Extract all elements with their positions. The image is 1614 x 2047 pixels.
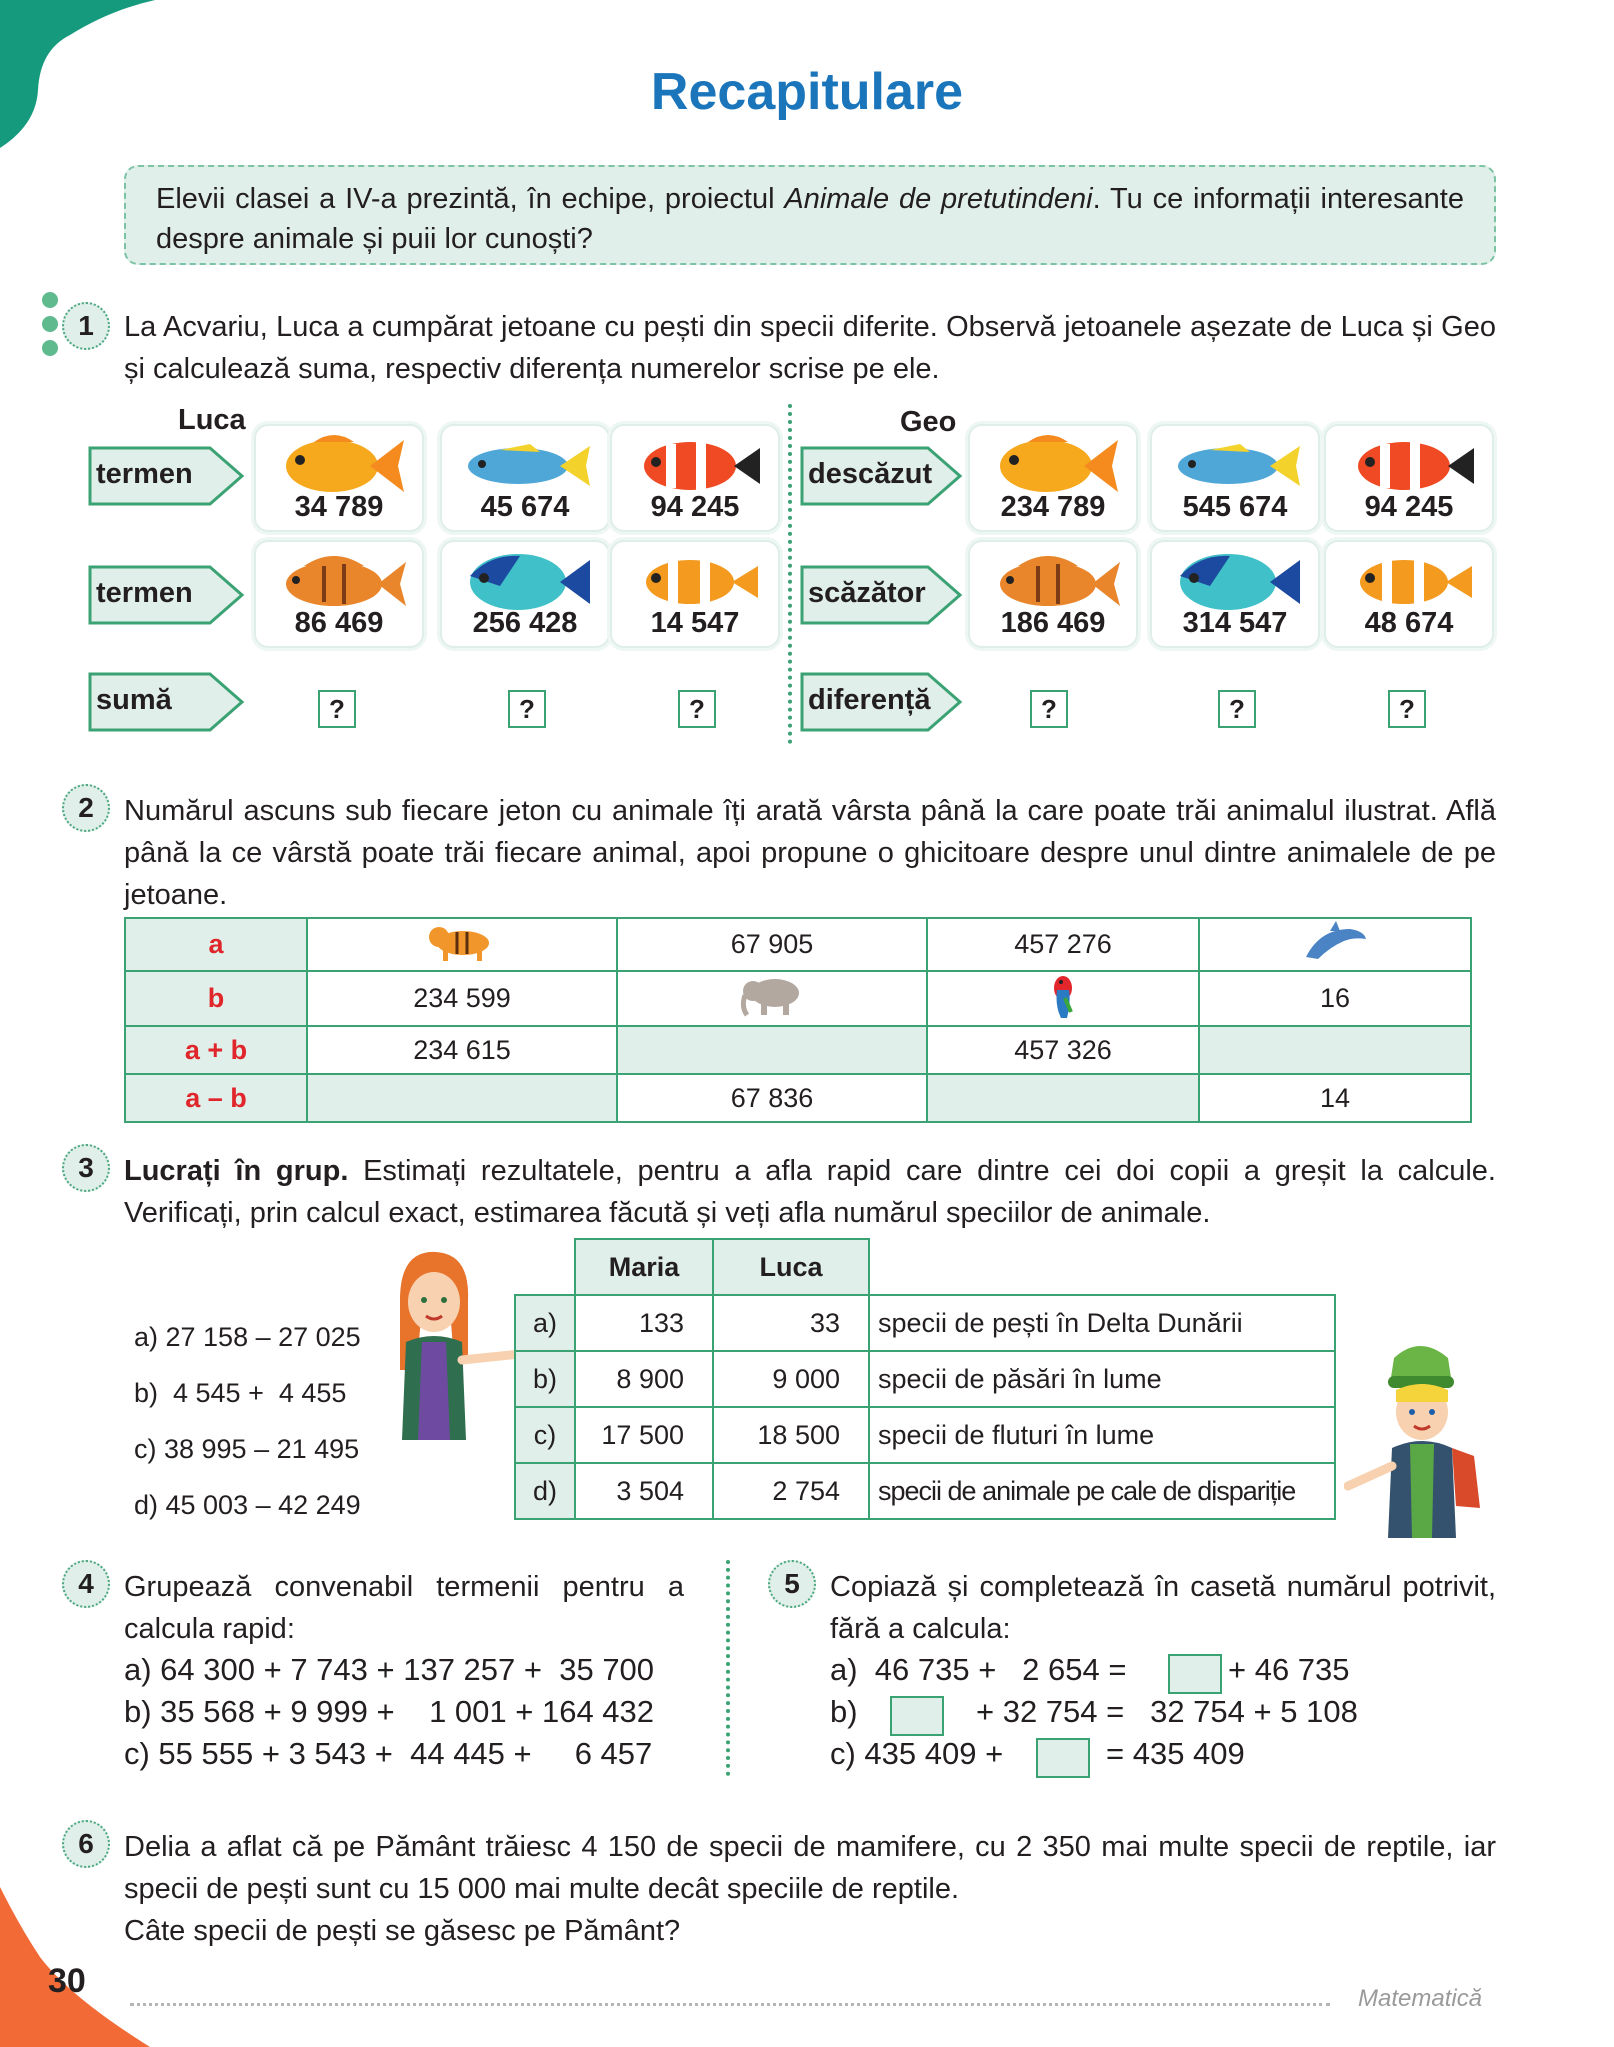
calc-item: b) 4 545 + 4 455 — [134, 1378, 347, 1408]
table-cell: 234 615 — [307, 1026, 617, 1074]
table-cell — [1199, 1026, 1471, 1074]
estimate-table — [514, 1238, 1336, 1520]
age-table — [124, 917, 1472, 1123]
column-header: Luca — [713, 1239, 869, 1295]
decor-dot — [42, 292, 58, 308]
fish-card: 86 469 — [254, 540, 424, 648]
equation-b: b) — [830, 1694, 858, 1729]
table-cell: 3 504 — [575, 1463, 713, 1519]
tropical-fish-icon — [460, 546, 594, 616]
table-cell: 457 276 — [927, 918, 1199, 971]
table-cell: 16 — [1199, 971, 1471, 1026]
label-minuend: descăzut — [800, 446, 964, 506]
table-cell: specii de animale pe cale de dispariție — [869, 1463, 1335, 1519]
tiger-icon — [427, 919, 497, 963]
footer-line — [130, 2003, 1330, 2006]
equation-a: a) 46 735 + 2 654 = — [830, 1652, 1127, 1687]
answer-box[interactable] — [1036, 1738, 1090, 1778]
exercise-number: 4 — [62, 1560, 110, 1608]
label-difference: diferență — [800, 672, 964, 732]
label-sum: sumă — [88, 672, 246, 732]
fish-card: 14 547 — [610, 540, 780, 648]
exercise-number: 2 — [62, 784, 110, 832]
table-cell — [617, 1026, 927, 1074]
answer-box[interactable]: ? — [508, 690, 546, 728]
goldfish-icon — [274, 430, 408, 500]
fish-card: 94 245 — [1324, 424, 1494, 532]
answer-box[interactable]: ? — [1388, 690, 1426, 728]
fish-card: 314 547 — [1150, 540, 1320, 648]
exercise-3-text: Lucrați în grup. Estimați rezultatele, pentru a afla rapid care dintre cei doi copii a greșit la calcule. Verificați, prin calcul exact, estimarea făcută și veți afla numărul speciilor de animale. — [124, 1155, 1496, 1229]
table-cell: 14 — [1199, 1074, 1471, 1122]
exercise-1-text: La Acvariu, Luca a cumpărat jetoane cu pești din specii diferite. Observă jetoanele așezate de Luca și Geo și calculează suma, respectiv diferența numerelor scrise pe ele. — [124, 311, 1496, 385]
equation-c: c) 435 409 + — [830, 1736, 1004, 1771]
exercise-number: 5 — [768, 1560, 816, 1608]
table-cell — [307, 918, 617, 971]
divider — [726, 1560, 730, 1776]
tropical-fish-icon — [1170, 546, 1304, 616]
exercise-number: 6 — [62, 1820, 110, 1868]
boy-illustration — [1344, 1338, 1494, 1538]
fish-card: 34 789 — [254, 424, 424, 532]
dolphin-icon — [1300, 919, 1370, 963]
clownfish-icon — [630, 430, 764, 500]
fish-card: 256 428 — [440, 540, 610, 648]
column-header: Maria — [575, 1239, 713, 1295]
intro-text-end: . Tu ce informații interesante despre animale și puii lor cunoști? — [156, 183, 1464, 255]
clownfish-icon — [1344, 546, 1478, 616]
table-cell: 234 599 — [307, 971, 617, 1026]
parrot-icon — [1043, 972, 1083, 1018]
equation-b-right: + 32 754 = 32 754 + 5 108 — [976, 1694, 1358, 1729]
calc-item: d) 45 003 – 42 249 — [134, 1490, 361, 1520]
table-cell: specii de fluturi în lume — [869, 1407, 1335, 1463]
intro-box — [124, 165, 1496, 265]
row-label: a — [125, 918, 307, 971]
answer-box[interactable]: ? — [1218, 690, 1256, 728]
blue-fish-icon — [1170, 430, 1304, 500]
row-label: a – b — [125, 1074, 307, 1122]
row-label: b) — [515, 1351, 575, 1407]
table-cell — [927, 1074, 1199, 1122]
answer-box[interactable] — [890, 1696, 944, 1736]
intro-text: Elevii clasei a IV-a prezintă, în echipe, proiectul — [156, 183, 785, 215]
luca-header: Luca — [178, 404, 246, 436]
table-cell: 33 — [713, 1295, 869, 1351]
clownfish-icon — [1344, 430, 1478, 500]
sum-line: b) 35 568 + 9 999 + 1 001 + 164 432 — [124, 1694, 655, 1729]
sum-line: a) 64 300 + 7 743 + 137 257 + 35 700 — [124, 1652, 655, 1687]
decor-dot — [42, 340, 58, 356]
row-label: a + b — [125, 1026, 307, 1074]
table-cell: specii de pești în Delta Dunării — [869, 1295, 1335, 1351]
exercise-6-question: Câte specii de pești se găsesc pe Pământ? — [124, 1915, 681, 1947]
table-cell: 67 905 — [617, 918, 927, 971]
exercise-2-text: Numărul ascuns sub fiecare jeton cu animale îți arată vârsta până la care poate trăi animalul ilustrat. Află până la ce vârstă poate trăi fiecare animal, apoi propune o ghicitoare despre unul dintre animalele de pe jetoane. — [124, 795, 1496, 911]
table-cell: 457 326 — [927, 1026, 1199, 1074]
table-cell — [307, 1074, 617, 1122]
table-cell — [1199, 918, 1471, 971]
table-cell — [927, 971, 1199, 1026]
calc-item: a) 27 158 – 27 025 — [134, 1322, 361, 1352]
exercise-5-text: Copiază și completează în casetă numărul potrivit, fără a calcula: — [830, 1571, 1496, 1645]
sum-line: c) 55 555 + 3 543 + 44 445 + 6 457 — [124, 1736, 653, 1771]
geo-header: Geo — [900, 406, 957, 438]
table-cell: 17 500 — [575, 1407, 713, 1463]
table-cell — [617, 971, 927, 1026]
label-term-2: termen — [88, 565, 246, 625]
divider — [788, 404, 792, 744]
answer-box[interactable]: ? — [1030, 690, 1068, 728]
goldfish-icon — [988, 430, 1122, 500]
exercise-4-text: Grupează convenabil termenii pentru a calcula rapid: — [124, 1571, 684, 1645]
blue-fish-icon — [460, 430, 594, 500]
row-label: b — [125, 971, 307, 1026]
fish-card: 48 674 — [1324, 540, 1494, 648]
perch-icon — [988, 546, 1122, 616]
decor-dot — [42, 316, 58, 332]
table-cell: specii de păsări în lume — [869, 1351, 1335, 1407]
table-cell: 67 836 — [617, 1074, 927, 1122]
perch-icon — [274, 546, 408, 616]
exercise-6-text: Delia a aflat că pe Pământ trăiesc 4 150 de specii de mamifere, cu 2 350 mai multe specii de reptile, iar specii de pești sunt cu 15 000 mai multe decât speciile de reptile. — [124, 1831, 1496, 1905]
calc-item: c) 38 995 – 21 495 — [134, 1434, 360, 1464]
fish-card: 234 789 — [968, 424, 1138, 532]
answer-box[interactable] — [1168, 1654, 1222, 1694]
elephant-icon — [737, 973, 807, 1017]
table-cell: 18 500 — [713, 1407, 869, 1463]
equation-c-right: = 435 409 — [1106, 1736, 1245, 1771]
exercise-number: 1 — [62, 302, 110, 350]
answer-box[interactable]: ? — [678, 690, 716, 728]
footer-subject: Matematică — [1358, 1985, 1483, 2012]
page-title: Recapitulare — [650, 63, 964, 121]
row-label: d) — [515, 1463, 575, 1519]
exercise-number: 3 — [62, 1144, 110, 1192]
table-cell: 2 754 — [713, 1463, 869, 1519]
answer-box[interactable]: ? — [318, 690, 356, 728]
clownfish-icon — [630, 546, 764, 616]
table-cell: 8 900 — [575, 1351, 713, 1407]
fish-card: 186 469 — [968, 540, 1138, 648]
project-name: Animale de pretutindeni — [784, 183, 1093, 215]
row-label: a) — [515, 1295, 575, 1351]
equation-a-right: + 46 735 — [1228, 1652, 1350, 1687]
table-cell: 9 000 — [713, 1351, 869, 1407]
fish-card: 545 674 — [1150, 424, 1320, 532]
label-term-1: termen — [88, 446, 246, 506]
row-label: c) — [515, 1407, 575, 1463]
fish-card: 94 245 — [610, 424, 780, 532]
fish-card: 45 674 — [440, 424, 610, 532]
label-subtrahend: scăzător — [800, 565, 964, 625]
page-number: 30 — [48, 1962, 86, 2000]
table-cell: 133 — [575, 1295, 713, 1351]
girl-illustration — [370, 1250, 530, 1440]
